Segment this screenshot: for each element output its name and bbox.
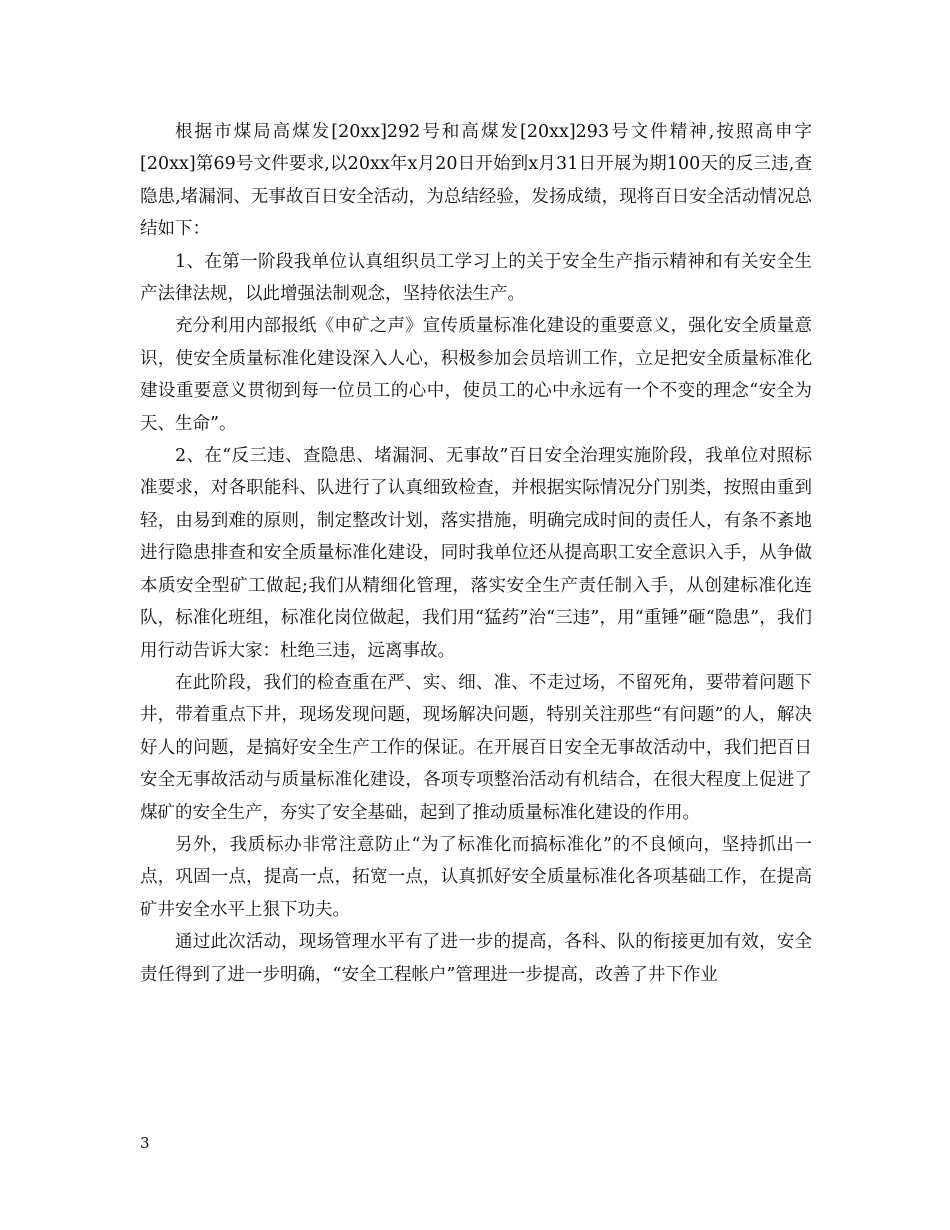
paragraph-7: 通过此次活动，现场管理水平有了进一步的提高，各科、队的衔接更加有效，安全责任得到了进一步明确，“安全工程帐户”管理进一步提高，改善了井下作业 <box>140 932 812 985</box>
document-body <box>140 116 812 991</box>
paragraph-2: 1、在第一阶段我单位认真组织员工学习上的关于安全生产指示精神和有关安全生产法律法规，以此增强法制观念，坚持依法生产。 <box>140 251 812 305</box>
paragraph-4: 2、在“反三违、查隐患、堵漏洞、无事故”百日安全治理实施阶段，我单位对照标准要求，对各职能科、队进行了认真细致检查，并根据实际情况分门别类，按照由重到轻，由易到难的原则，制定整改计划，落实措施，明确完成时间的责任人，有条不紊地进行隐患排查和安全质量标准化建设，同时我单位还从提高职工安全意识入手，从争做本质安全型矿工做起;我们从精细化管理，落实安全生产责任制入手，从创建标准化连队，标准化班组，标准化岗位做起，我们用“猛药”治“三违”，用“重锤”砸“隐患”，我们用行动告诉大家：杜绝三违，远离事故。 <box>140 446 812 661</box>
paragraph-5: 在此阶段，我们的检查重在严、实、细、准、不走过场，不留死角，要带着问题下井，带着重点下井，现场发现问题，现场解决问题，特别关注那些“有问题”的人，解决好人的问题，是搞好安全生产工作的保证。在开展百日安全无事故活动中，我们把百日安全无事故活动与质量标准化建设，各项专项整治活动有机结合，在很大程度上促进了煤矿的安全生产，夯实了安全基础，起到了推动质量标准化建设的作用。 <box>140 672 812 823</box>
paragraph-1: 根据市煤局高煤发[20xx]292号和高煤发[20xx]293号文件精神,按照高申字[20xx]第69号文件要求,以20xx年x月20日开始到x月31日开展为期100天的反三违,查隐患,堵漏洞、无事故百日安全活动，为总结经验，发扬成绩，现将百日安全活动情况总结如下： <box>140 122 812 240</box>
page-number: 3 <box>140 1134 150 1152</box>
paragraph-6: 另外，我质标办非常注意防止“为了标准化而搞标准化”的不良倾向，坚持抓出一点，巩固一点，提高一点，拓宽一点，认真抓好安全质量标准化各项基础工作，在提高矿井安全水平上狠下功夫。 <box>140 834 812 920</box>
paragraph-3: 充分利用内部报纸《申矿之声》宣传质量标准化建设的重要意义，强化安全质量意识，使安全质量标准化建设深入人心，积极参加会员培训工作，立足把安全质量标准化建设重要意义贯彻到每一位员工的心中，使员工的心中永远有一个不变的理念“安全为天、生命”。 <box>140 316 812 434</box>
